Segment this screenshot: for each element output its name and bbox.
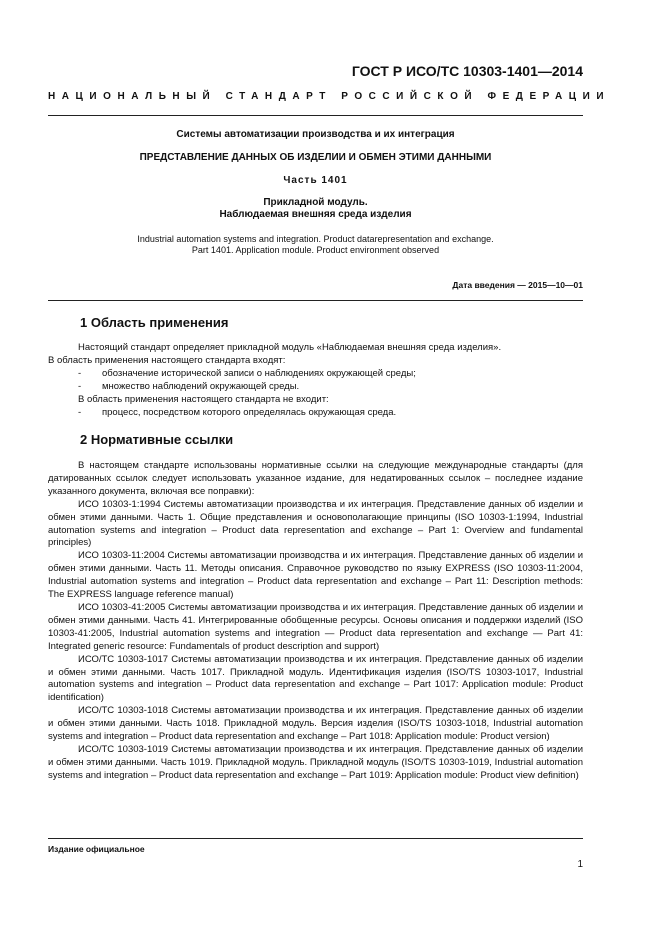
title-english [48, 234, 583, 256]
scope-includes-lead: В область применения настоящего стандарта входят: [48, 354, 286, 366]
title-divider [48, 300, 583, 301]
reference-item: ИСО/ТС 10303-1018 Системы автоматизации производства и их интеграция. Представление данных об изделии и обмен этими данными. Часть 1018. Прикладной модуль. Версия изделия (ISO/TS 10303-1018, Industrial automation systems and integration – Product data representation and exchange – Part 1018: Application module: Product version) [48, 705, 583, 743]
title-name-line-1: Прикладной модуль. [263, 197, 368, 208]
footer-divider [48, 838, 583, 839]
scope-excludes-lead: В область применения настоящего стандарта не входит: [78, 393, 329, 405]
reference-item: ИСО/ТС 10303-1019 Системы автоматизации производства и их интеграция. Представление данных об изделии и обмен этими данными. Часть 1019. Прикладной модуль. Прикладной модуль (ISO/TS 10303-1019, Industrial automation systems and integration – Product data representation and exchange – Part 1019: Application module: Product view definition) [48, 743, 583, 781]
title-name-line-2: Наблюдаемая внешняя среда изделия [219, 209, 412, 220]
title-module-name [48, 197, 583, 221]
section-2-body [48, 460, 583, 783]
national-standard-line: НАЦИОНАЛЬНЫЙ СТАНДАРТ РОССИЙСКОЙ ФЕДЕРАЦИИ [48, 91, 611, 102]
dash-marker: - [78, 406, 82, 418]
references-intro: В настоящем стандарте использованы нормативные ссылки на следующие международные стандарты (для датированных ссылок следует использовать указанное издание, для недатированных ссылок – последнее издание указанного документа, включая все поправки): [48, 460, 583, 497]
section-1-body [48, 342, 583, 419]
title-part: Часть 1401 [283, 175, 348, 186]
title-english-line-2: Part 1401. Application module. Product environment observed [191, 245, 440, 255]
list-item: - обозначение исторической записи о наблюдениях окружающей среды; [78, 367, 416, 379]
list-item: - процесс, посредством которого определялась окружающая среда. [78, 406, 397, 418]
reference-item: ИСО 10303-1:1994 Системы автоматизации производства и их интеграция. Представление данных об изделии и обмен этими данными. Часть 1. Общие представления и основополагающие принципы (ISO 10303-1:1994, Industrial automation systems and integration – Product data representation and exchange – Part 1: Overview and fundamental principles) [48, 498, 583, 549]
dash-marker: - [78, 380, 82, 392]
header-divider [48, 115, 583, 116]
section-1-heading: 1 Область применения [80, 315, 229, 330]
title-series: Системы автоматизации производства и их интеграция [176, 129, 455, 140]
official-edition-label: Издание официальное [48, 844, 145, 854]
title-english-line-1: Industrial automation systems and integration. Product datarepresentation and exchange. [137, 234, 494, 244]
document-number: ГОСТ Р ИСО/ТС 10303-1401—2014 [351, 63, 583, 79]
list-item: - множество наблюдений окружающей среды. [78, 380, 300, 392]
introduction-date: Дата введения — 2015—10—01 [452, 280, 583, 290]
reference-item: ИСО 10303-11:2004 Системы автоматизации производства и их интеграция. Представление данных об изделии и обмен этими данными. Часть 11. Методы описания. Справочное руководство по языку EXPRESS (ISO 10303-11:2004, Industrial automation systems and integration – Product data representation and exchange – Part 11: Description methods: The EXPRESS language reference manual) [48, 550, 583, 601]
section-2-heading: 2 Нормативные ссылки [80, 432, 234, 447]
reference-item: ИСО/ТС 10303-1017 Системы автоматизации производства и их интеграция. Представление данных об изделии и обмен этими данными. Часть 1017. Прикладной модуль. Идентификация изделия (ISO/TS 10303-1017, Industrial automation systems and integration – Product data representation and exchange – Part 1017: Application module: Product identification) [48, 653, 583, 704]
title-subject: ПРЕДСТАВЛЕНИЕ ДАННЫХ ОБ ИЗДЕЛИИ И ОБМЕН ЭТИМИ ДАННЫМИ [139, 152, 492, 163]
reference-item: ИСО 10303-41:2005 Системы автоматизации производства и их интеграция. Представление данных об изделии и обмен этими данными. Часть 41. Интегрированные обобщенные ресурсы. Основы описания и поддержки изделий (ISO 10303-41:2005, Industrial automation systems and integration — Product data representation and exchange — Part 41: Integrated generic resource: Fundamentals of product description and support) [48, 601, 583, 652]
page-number: 1 [577, 859, 583, 870]
dash-marker: - [78, 367, 82, 379]
scope-intro: Настоящий стандарт определяет прикладной модуль «Наблюдаемая внешняя среда изделия». [78, 342, 502, 353]
